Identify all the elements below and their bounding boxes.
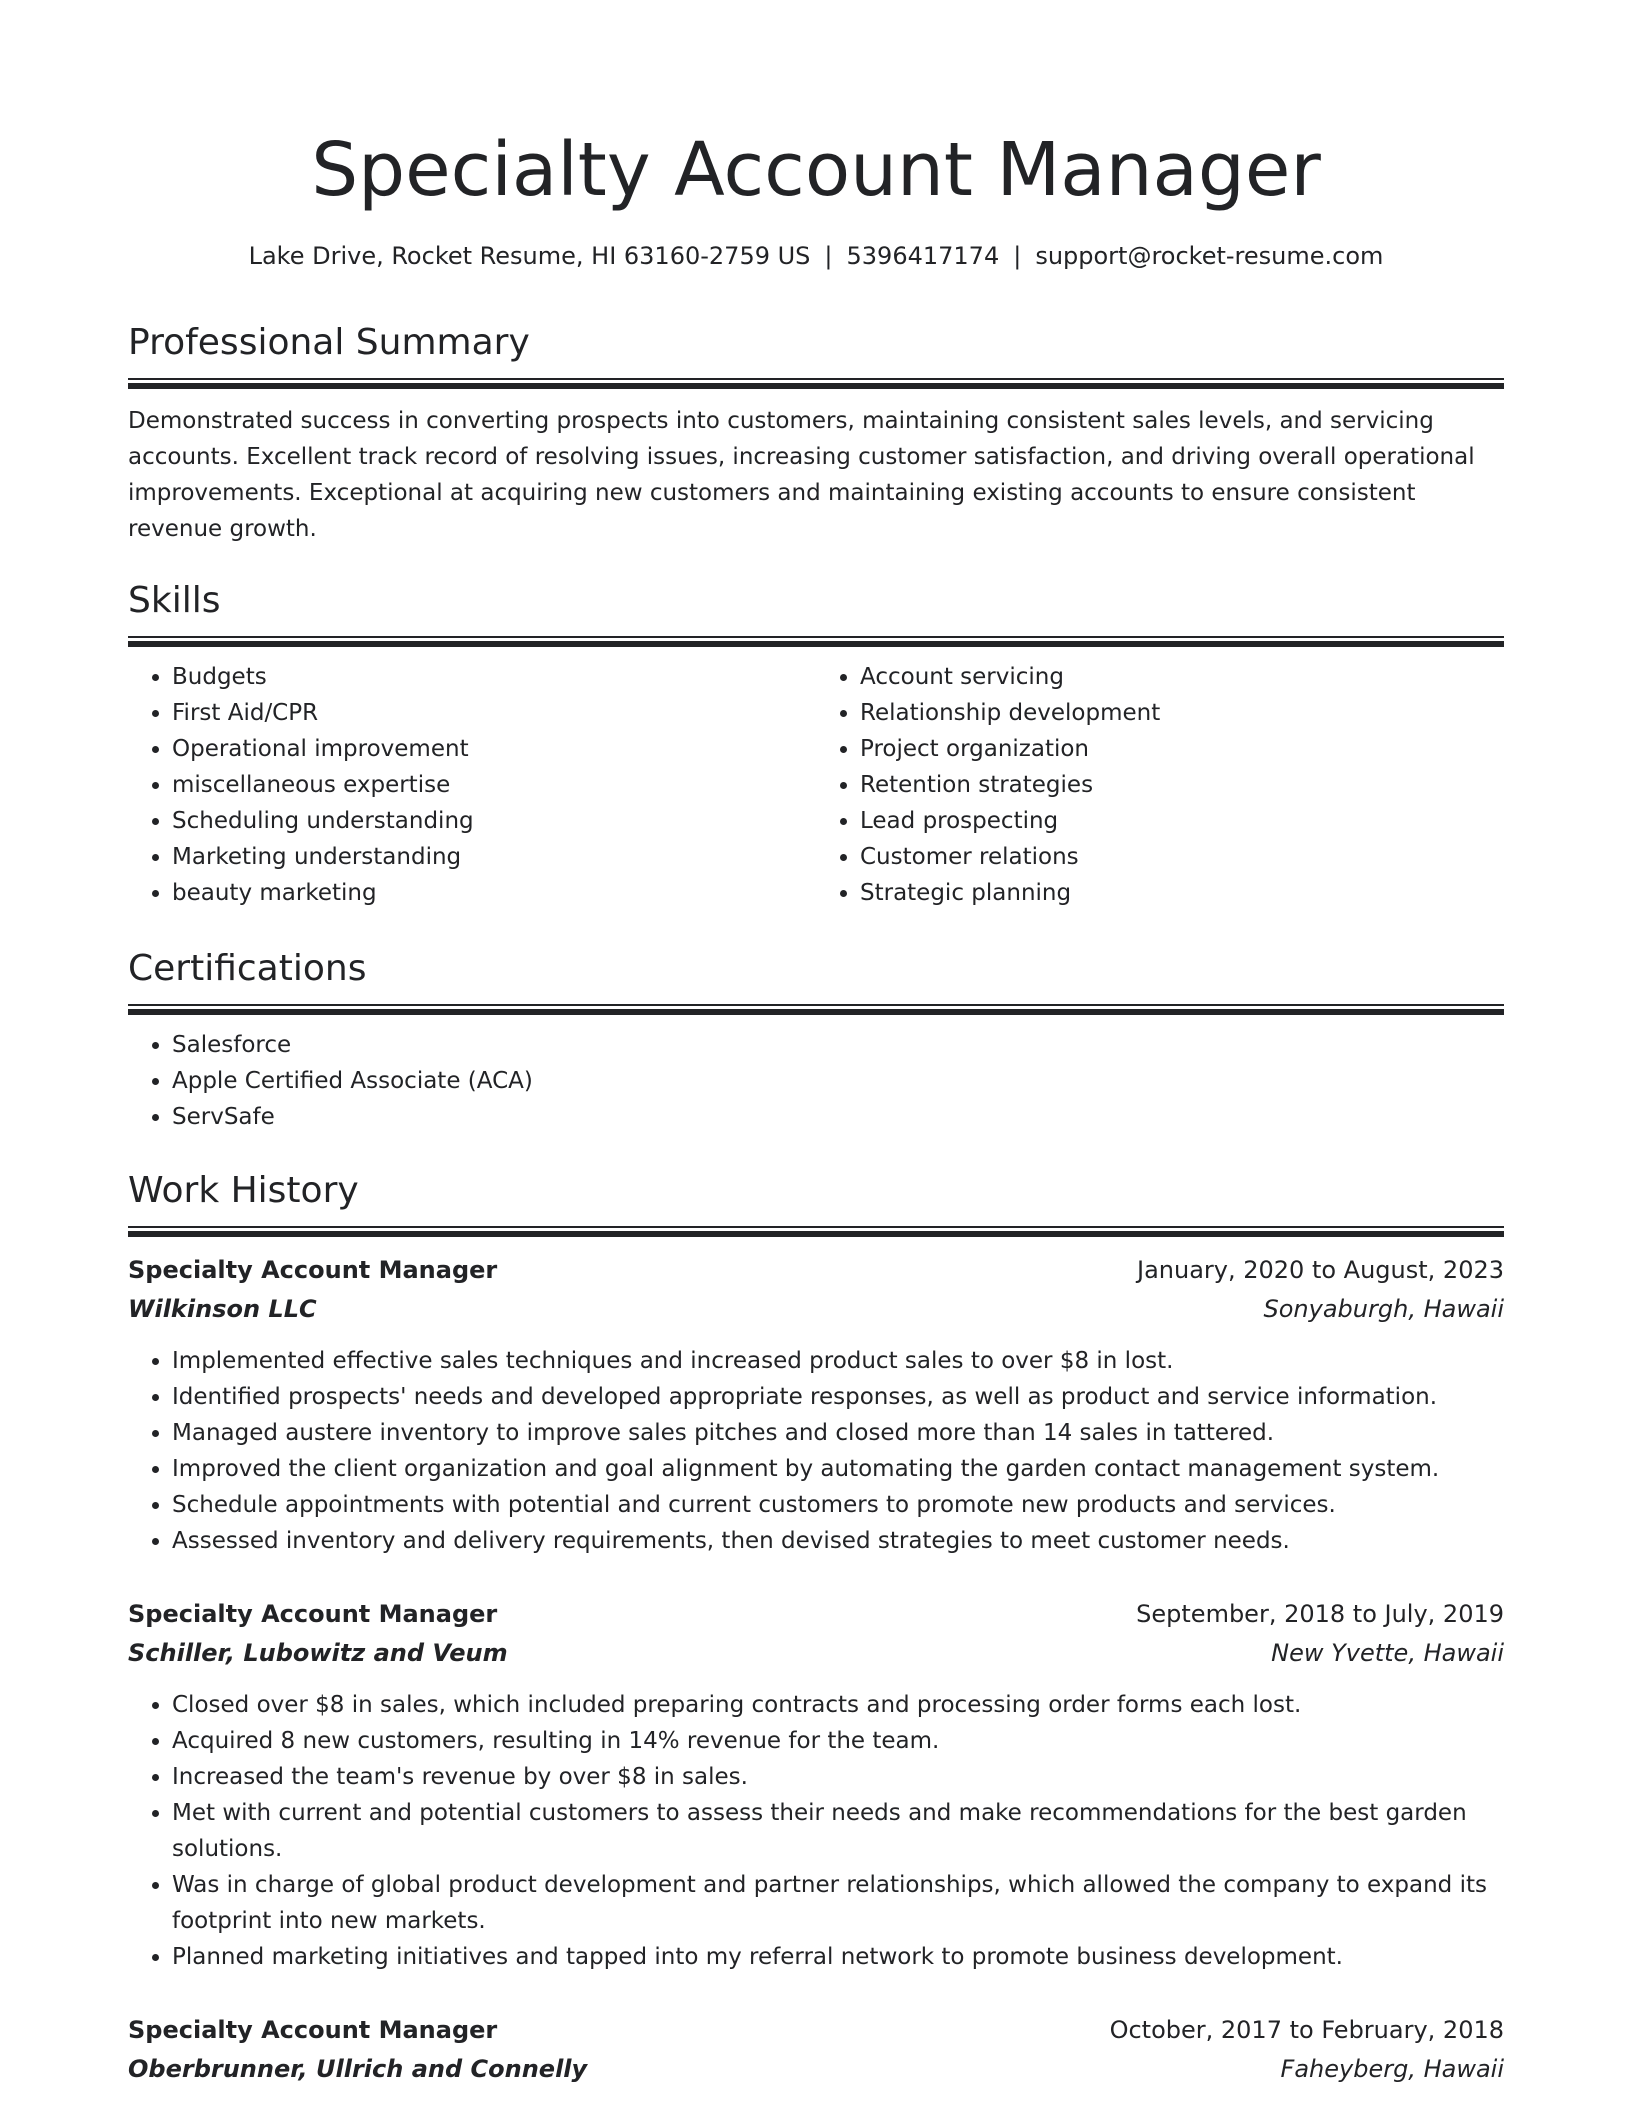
job-header-row — [128, 1595, 1504, 1634]
skill-item: • Scheduling understanding — [172, 803, 816, 839]
job-dates: September, 2018 to July, 2019 — [1136, 1600, 1504, 1628]
skills-list-right — [816, 659, 1504, 911]
job-bullet: • Improved the client organization and goal alignment by automating the garden contact management system. — [172, 1451, 1504, 1487]
work-history-section — [128, 1166, 1504, 2089]
job-company-row — [128, 2050, 1504, 2089]
job-location: New Yvette, Hawaii — [1271, 1639, 1504, 1667]
job-company: Oberbrunner, Ullrich and Connelly — [128, 2055, 588, 2083]
certification-item: • Apple Certified Associate (ACA) — [172, 1063, 1504, 1099]
section-divider — [128, 1004, 1504, 1015]
summary-section — [128, 318, 1504, 547]
certifications-heading: Certifications — [128, 948, 367, 989]
contact-separator: | — [1013, 242, 1022, 270]
job-bullets — [128, 1687, 1504, 1975]
skill-item: • Marketing understanding — [172, 839, 816, 875]
job-entry — [128, 1595, 1504, 1975]
section-divider — [128, 1226, 1504, 1237]
job-bullet: • Acquired 8 new customers, resulting in 14% revenue for the team. — [172, 1723, 1504, 1759]
resume-title: Specialty Account Manager — [311, 127, 1321, 213]
skill-item: • miscellaneous expertise — [172, 767, 816, 803]
job-location: Faheyberg, Hawaii — [1280, 2055, 1504, 2083]
section-divider — [128, 378, 1504, 389]
certification-item: • Salesforce — [172, 1027, 1504, 1063]
skill-item: • Relationship development — [860, 695, 1504, 731]
job-dates: January, 2020 to August, 2023 — [1137, 1256, 1504, 1284]
job-company: Schiller, Lubowitz and Veum — [128, 1639, 508, 1667]
job-company: Wilkinson LLC — [128, 1295, 317, 1323]
skill-item: • Operational improvement — [172, 731, 816, 767]
certifications-section — [128, 944, 1504, 1135]
contact-address: Lake Drive, Rocket Resume, HI 63160-2759 US — [248, 242, 811, 270]
job-bullet: • Met with current and potential customers to assess their needs and make recommendations for the best garden solutions. — [172, 1795, 1504, 1867]
job-title: Specialty Account Manager — [128, 2016, 498, 2044]
job-bullets — [128, 1343, 1504, 1559]
job-company-row — [128, 1634, 1504, 1673]
skill-item: • Account servicing — [860, 659, 1504, 695]
contact-email[interactable]: support@rocket-resume.com — [1035, 242, 1384, 270]
job-header-row — [128, 1251, 1504, 1290]
certification-item: • ServSafe — [172, 1099, 1504, 1135]
job-bullet: • Implemented effective sales techniques and increased product sales to over $8 in lost. — [172, 1343, 1504, 1379]
job-entry — [128, 2011, 1504, 2089]
skills-section — [128, 576, 1504, 911]
skill-item: • Budgets — [172, 659, 816, 695]
job-entry — [128, 1251, 1504, 1559]
job-header-row — [128, 2011, 1504, 2050]
contact-line — [128, 238, 1504, 274]
job-bullet: • Schedule appointments with potential and current customers to promote new products and services. — [172, 1487, 1504, 1523]
section-divider — [128, 636, 1504, 647]
job-title: Specialty Account Manager — [128, 1256, 498, 1284]
job-bullet: • Managed austere inventory to improve sales pitches and closed more than 14 sales in tattered. — [172, 1415, 1504, 1451]
work-history-heading: Work History — [128, 1170, 359, 1211]
job-bullet: • Increased the team's revenue by over $8 in sales. — [172, 1759, 1504, 1795]
skills-columns — [128, 659, 1504, 911]
job-dates: October, 2017 to February, 2018 — [1109, 2016, 1504, 2044]
job-bullet: • Was in charge of global product development and partner relationships, which allowed the company to expand its footprint into new markets. — [172, 1867, 1504, 1939]
skills-list-left — [128, 659, 816, 911]
skill-item: • Lead prospecting — [860, 803, 1504, 839]
job-location: Sonyaburgh, Hawaii — [1263, 1295, 1504, 1323]
skill-item: • Retention strategies — [860, 767, 1504, 803]
summary-heading: Professional Summary — [128, 322, 530, 363]
contact-separator: | — [824, 242, 833, 270]
job-bullet: • Assessed inventory and delivery requirements, then devised strategies to meet customer needs. — [172, 1523, 1504, 1559]
contact-phone: 5396417174 — [846, 242, 1000, 270]
summary-text: Demonstrated success in converting prospects into customers, maintaining consistent sales levels, and servicing accounts. Excellent track record of resolving issues, increasing customer satisfaction, and driving overall operational improvements. Exceptional at acquiring new customers and maintaining existing accounts to ensure consistent revenue growth. — [128, 408, 1475, 542]
job-bullet: • Planned marketing initiatives and tapped into my referral network to promote business development. — [172, 1939, 1504, 1975]
skill-item: • Strategic planning — [860, 875, 1504, 911]
skill-item: • beauty marketing — [172, 875, 816, 911]
job-title: Specialty Account Manager — [128, 1600, 498, 1628]
job-company-row — [128, 1290, 1504, 1329]
skill-item: • First Aid/CPR — [172, 695, 816, 731]
skills-heading: Skills — [128, 580, 221, 621]
job-bullet: • Closed over $8 in sales, which included preparing contracts and processing order forms each lost. — [172, 1687, 1504, 1723]
job-bullet: • Identified prospects' needs and developed appropriate responses, as well as product and service information. — [172, 1379, 1504, 1415]
skill-item: • Customer relations — [860, 839, 1504, 875]
certifications-list — [128, 1027, 1504, 1135]
skill-item: • Project organization — [860, 731, 1504, 767]
